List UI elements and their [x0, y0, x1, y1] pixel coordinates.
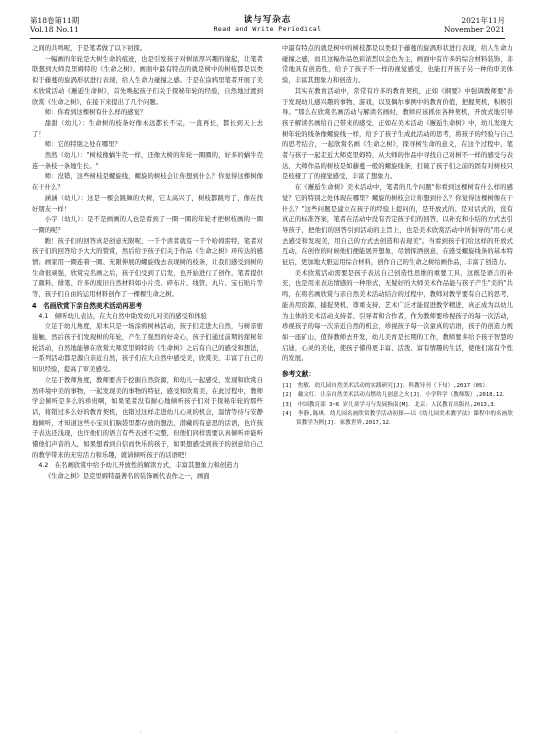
dialogue-line: 然然（幼儿）："树枝像蜗牛壳一样，还像大树的年轮一圈圈的，好多的蜗牛壳连一条枝一条地生长。" [32, 152, 263, 170]
subsection-heading: 4.1 倾听幼儿表达，在大自然中助发幼儿对美的感受和体验 [38, 312, 208, 320]
dialogue-line: 小宇（幼儿）：是不是画画的人也是看到了一圈一圈的年轮才把树枝画的一圈一圈的呢？ [32, 216, 263, 234]
date-cn: 2021年11月 [461, 16, 505, 25]
journal-title-en: Read and Write Periodical [213, 25, 322, 33]
journal-title-cn: 读与写杂志 [243, 15, 292, 25]
volume-en: Vol.18 No.11 [30, 25, 79, 34]
paragraph: 《生命之树》是克里姆特最著名的装饰画代表作之一，画面 [44, 473, 210, 481]
references-title: 参考文献： [282, 370, 315, 379]
reference-item: [2] 戴文红．让亲自然美术活动点燃幼儿创意之火[J]．小学科学（教师版）,2018,12． [282, 392, 509, 399]
journal-title [30, 16, 505, 34]
footer-mark-left: · [140, 730, 142, 737]
issue-date [444, 16, 505, 34]
date-en: November 2021 [443, 25, 505, 34]
dialogue-line: 师：你看到这棵树有什么样的感觉？ [44, 109, 147, 117]
paragraph: 中最有特点的就是树中的树枝都是以类似于藤蔓的旋涡形状进行表现，给人生命力碰撞之感，而且这幅作品色彩浓烈以金色为主，画面中有许多的综合材料装饰，非常地具有创造性，给予了孩子不一样的视觉感受，也能打开孩子另一种的审美体验，丰富其想象力和创造力。 [282, 45, 513, 85]
running-header [30, 14, 505, 39]
references-list [282, 382, 513, 429]
paragraph: 瞧！孩子们的回答真是创意无限呢，一千个读者就有一千个哈姆雷特，笔者对孩子们的回答给予大大的赞赏，然后给予孩子们关于作品《生命之树》环传达的感情；画家用一圈连着一圈、无限伸展的螺旋线去表现树的枝条，让我们感受到树的生命很顽强，欣赏完名画之后，孩子们受到了启发，也开始进行了创作，笔者提供了颜料、排笔、许多的废旧自然材料如小片壳、碎布片、线管、丸片、宝石贴片等等，孩子们自由的运用材料创作了一棵棵生命之树。 [32, 237, 263, 299]
dialogue-line: 甜甜（幼儿）：生命树的枝条好像永远都长不完，一直再长，都长到天上去了！ [32, 119, 263, 138]
paragraph: 在《邂逅生命树》美术活动中，笔者的几个问题"你看到这棵树有什么样的感觉？它的特别之处体现在哪里？螺旋的树枝会让你想到什么？你觉得这棵树像在干什么？"这些问题是建立在孩子的经验上提问的，是开放式的、是对话式的，没有真正的标准答案，笔者在活动中没有否定孩子们的回答，以补充和小结的方式去引导孩子，把他们的回答引到活动的主旨上，也是美术欣赏活动中所倡导的"用心灵去感受和发现美，用自己的方式去创造和表现美"。当看到孩子们给这样的开放式互动，在创作的时候他们便能展开想象，尽情挥洒创意，在感受螺旋线条的基本特征后，更加地大胆运用综合材料，创作自己的生命之树给画作品，丰富了创造力。 [282, 184, 513, 267]
paragraph: 一幅画的年轮是大树生命的痕迹，也是引发孩子对树浓厚兴趣的缘起，让笔者联想到大师克里姆特的《生命之树》，画面中最有特点的就是树中的树枝都是以类似于藤蔓的旋涡形状进行表现，给人生命力碰撞之感。于是在涂鸦里笔者开展了美术欣赏活动《邂逅生命树》，首先唤起孩子们关于探秘年轮的经验，自然地过渡到欣赏《生命之树》，在接下来提出了几个问题。 [32, 55, 263, 106]
paragraph: 立足于幼儿角度，原本只是一场涂鸦树林活动，孩子们走进大自然，与树亲密接触，然后孩子们发现树的年轮，产生了强烈的好奇心，孩子们通过前期的探秘年轮活动，自然地能够在欣赏大师克里姆特的《生命树》之后有自己的感受和想法，一系列活动都是源自亲近自然，孩子们在大自然中感受美，欣赏美，丰富了自己的知识经验，提高了审美感受。 [32, 323, 263, 374]
paragraph: 其实在教育活动中，常常有许多的教育契机，正如《纲要》中强调教师要"善于发现幼儿感兴趣的事物、游戏，以及偶尔事例中的教育价值，把握契机，积极引导。"那么在欣赏名画活动与解读名画时，教师应该抓住各种契机，开放式地引导孩子解读名画给自己带来的感受，正如在美术活动《邂逅生命树》中，幼儿发现大树年轮的线条像螺旋线一样，给予了孩子生成此活动的思考，将孩子的经验与自己的思考结合，一起欣赏名画《生命之树》，探寻树生命的意义，在这个过程中，笔者与孩子一起走近大师克里姆特，从大师的作品中寻找自己对树不一样的感受与表达，大师作品的树枝是如藤蔓一般的螺旋线条，打破了孩子们之前的固有对树枝只是枝桠了了的视觉感受，丰富了想象力。 [282, 87, 513, 181]
section-heading: 4 名画欣赏下亲自然美术活动再思考 [32, 301, 143, 310]
footer-mark-right: · [395, 730, 397, 737]
reference-item: [1] 焦敏．幼儿园自然美术活动的实践研究[J]．科教导刊（下旬）,2017（05）． [282, 382, 491, 389]
volume-cn: 第18卷第11期 [30, 16, 80, 25]
dialogue-line: 师：它的特别之处在哪里？ [44, 141, 121, 149]
paragraph: 美术欣赏活动需要是孩子表达自己创造性思维的重要工具，这既是语言的补充，也是用来表达情感的一种形式，无疑好的大师美术作品能与孩子产生"美的"共鸣，在将名画欣赏与亲自然美术活动结合的过程中，教师对教学要有自己的思考，能善用资源、捕捉契机、尊重支持、艺术广泛才能促进教学精进，真正成为以幼儿为主体的美术活动支持者、引导者和合作者，作为教师要珍视孩子的每一次活动，珍视孩子的每一次亲近自然的机会，珍视孩子每一次童真的话语，孩子的创造力规如一座矿山，值得教师去开发，幼儿美育是长期的工作，教师要多给予孩子智慧的启迪，心灵的美化，使孩子懂得更丰富、活泼、富有情趣的生活，使他们富有个性的发展。 [282, 269, 513, 363]
paragraph: 立足于教师角度，教师要善于挖掘自然资源，和幼儿一起感受、发现和欣赏自然环境中美的事物，一起发现美的事物的特征，感受和欣赏美，在此过程中，教师学会倾听是多么的珍贵啊，如果笔者没有耐心地倾听孩子们对于探秘年轮的那些话，将错过多么好的教育契机，也错过这样走进幼儿心灵的机会，温情等待与安静地倾听，才知道这些小宝贝们脑袋里都存放的想法，潜藏的有意思的话语，也许孩子表达还浅现，也许他们的语言有些表述不完整，但他们同样需要认真倾听并能听懂他们声音的人，如果想看到自信而快乐的孩子，如果想感受到孩子的创意给自己的教学带来的无穷活力和乐趣，就请倾听孩子的话语吧！ [32, 376, 263, 459]
subsection-heading: 4.2 在名画欣赏中给予幼儿开放性的解读方式，丰富其想象力和创造力 [38, 462, 239, 470]
reference-item: [3] 中国教育部 3~6 岁儿童学习与发展指南[M]．北京：人民教育出版社,2013,3． [282, 401, 500, 408]
dialogue-line: 涵涵（幼儿）：这是一棵会跳舞的大树，它太高兴了，树枝都跳弯了，像在找好朋友一样！ [32, 194, 263, 213]
right-column [282, 44, 513, 429]
paragraph: 之间的共鸣呢，于是笔者做了以下初探。 [32, 45, 147, 52]
reference-item: [4] 李静,陈琪．幼儿园名画欣赏教学活动初探——以《幼儿园美术教学法》课程中的名画欣赏教学为例[J]．家教世界,2017,12． [282, 411, 513, 427]
left-column [32, 44, 263, 483]
dialogue-line: 师：没错，这些树枝是螺旋线，螺旋的树枝会让你想到什么？你觉得这棵树像在干什么？ [32, 173, 263, 192]
